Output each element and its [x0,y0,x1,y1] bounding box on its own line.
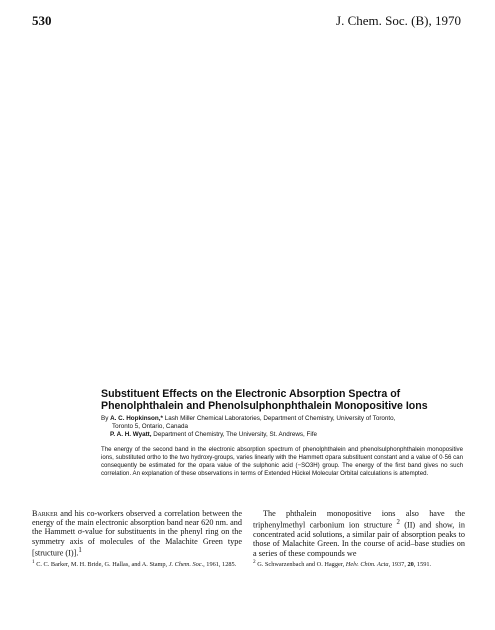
right-text-tail: (II) and show, in concentrated acid solutions, a similar pair of absorption peaks to those of Malachite Green. In the course of acid–base studies on a series of these compounds we [253,520,465,558]
footnote-1-journal: J. Chem. Soc. [168,560,204,568]
left-column [32,509,242,568]
affiliation-toronto: Lash Miller Chemical Laboratories, Department of Chemistry, University of Toronto, [162,415,396,422]
article-title: Substituent Effects on the Electronic Absorption Spectra of Phenolphthalein and Phenolsulphonphthalein Monopositive Ions [101,388,428,412]
author-hopkinson: A. C. Hopkinson,* [110,415,163,422]
footnote-1-num: 1 [32,558,35,565]
journal-citation: J. Chem. Soc. (B), 1970 [336,13,461,28]
byline-prefix: By [101,415,111,422]
intro-paragraph [32,509,242,558]
author-wyatt: P. A. H. Wyatt, [110,431,152,438]
footnote-2-volume: 20 [407,560,414,568]
right-text: The phthalein monopositive ions also have the triphenylmethyl carbonium ion structure [253,509,465,530]
ref-mark-1: 1 [78,546,82,554]
affiliation-line-2: Toronto 5, Ontario, Canada [112,423,188,430]
footnote-2-num: 2 [253,558,256,565]
footnote-2-year: , 1937, [388,560,406,568]
dropcap-word: Barker [32,509,58,518]
affiliation-line-3 [101,431,463,439]
affiliation-st-andrews: Department of Chemistry, The University, St. Andrews, Fife [151,431,318,438]
abstract: The energy of the second band in the electronic absorption spectrum of phenolphthalein and phenolsulphonphthalein monopositive ions, substituted ortho to the two hydroxy-groups, varies linearly with the Hammett σpara substituent constant and a value of 0·56 can consequently be estimated for the σpara value of the sulphonic acid (−SO3H) group. The energy of the first band gives no such correlation. An explanation of these observations in terms of Extended Hückel Molecular Orbital calculations is attempted. [101,446,463,477]
footnote-1 [32,559,242,569]
intro-text: and his co-workers observed a correlation between the energy of the main electronic absorption band near 620 nm. and the Hammett σ-value for substituents in the phenyl ring on the symmetry axis of molecules of the Malachite Green type [structure (I)]. [32,509,242,558]
right-paragraph [253,509,465,558]
footnote-2-text: G. Schwarzenbach and O. Hagger, [257,560,345,568]
author-affiliations [101,415,463,439]
footnote-2-journal: Helv. Chim. Acta [345,560,389,568]
footnote-2 [253,559,465,569]
footnote-1-tail: , 1961, 1285. [203,560,237,568]
page-number: 530 [32,13,52,28]
footnote-1-text: C. C. Barker, M. H. Bride, G. Hallas, and A. Stamp, [36,560,168,568]
affiliation-line-1 [101,415,463,423]
right-column [253,509,465,568]
ref-mark-2: 2 [396,519,400,527]
footnote-2-tail: , 1591. [413,560,432,568]
